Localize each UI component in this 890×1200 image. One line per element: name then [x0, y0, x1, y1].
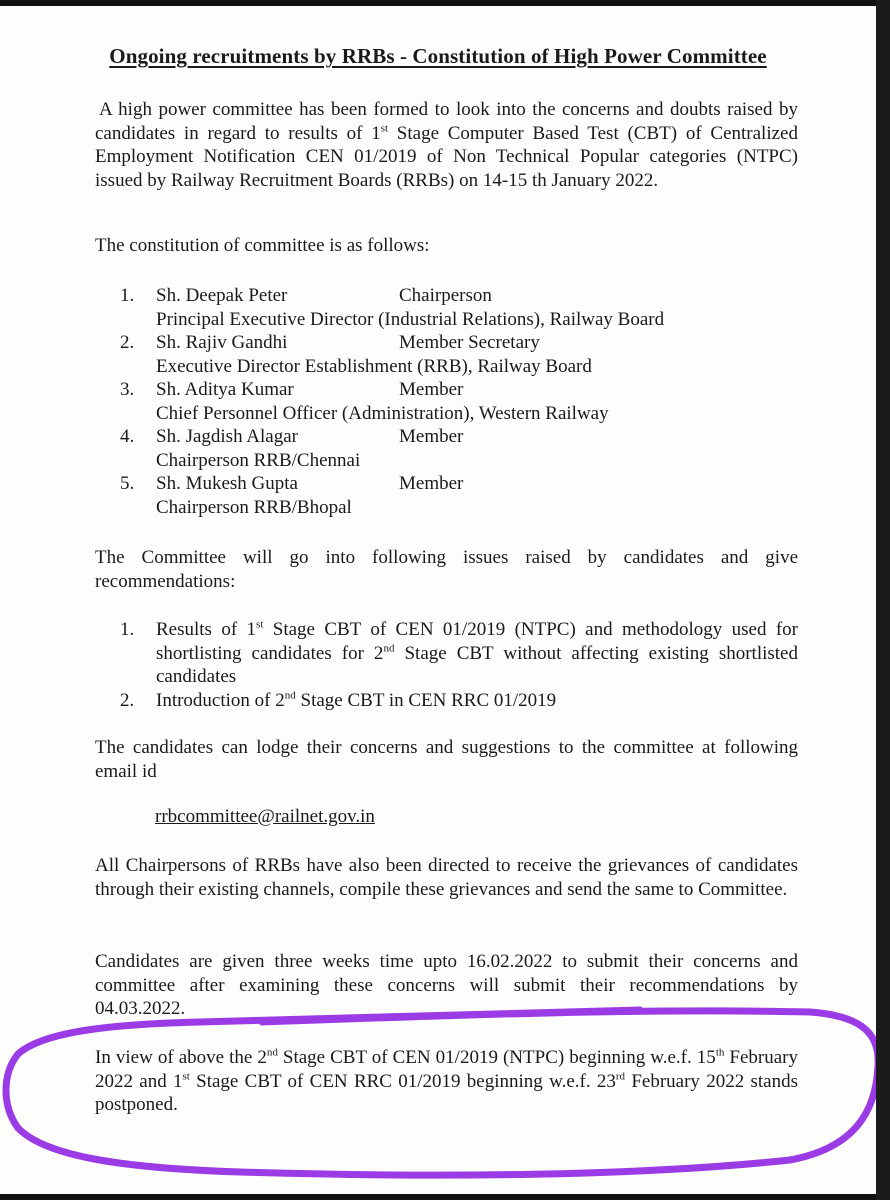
- member-name: Sh. Aditya Kumar: [156, 379, 294, 400]
- member-designation: Executive Director Establishment (RRB), Railway Board: [156, 355, 592, 377]
- committee-member: 2. Sh. Rajiv Gandhi Member Secretary Executive Director Establishment (RRB), Railway Board: [120, 331, 800, 378]
- member-name: Sh. Jagdish Alagar: [156, 426, 298, 447]
- issues-intro: The Committee will go into following issues raised by candidates and give recommendations:: [95, 547, 798, 592]
- member-designation: Chairperson RRB/Chennai: [156, 449, 361, 471]
- member-name: Sh. Mukesh Gupta: [156, 473, 298, 494]
- member-designation: Chairperson RRB/Bhopal: [156, 496, 352, 518]
- timeline-paragraph: Candidates are given three weeks time upto 16.02.2022 to submit their concerns and committee after examining these concerns will submit their recommendations by 04.03.2022.: [95, 951, 798, 1019]
- committee-member: 5. Sh. Mukesh Gupta Member Chairperson RRB/Bhopal: [120, 472, 800, 519]
- member-designation: Principal Executive Director (Industrial Relations), Railway Board: [156, 308, 665, 330]
- member-role: Member: [399, 426, 464, 447]
- committee-email-link[interactable]: rrbcommittee@railnet.gov.in: [155, 806, 375, 827]
- member-designation: Chief Personnel Officer (Administration), Western Railway: [156, 402, 609, 424]
- postponement-paragraph: In view of above the 2nd Stage CBT of CEN 01/2019 (NTPC) beginning w.e.f. 15th February 2022 and 1st Stage CBT of CEN RRC 01/2019 beginning w.e.f. 23rd February 2022 stands postponed.: [95, 1046, 798, 1115]
- committee-member: 3. Sh. Aditya Kumar Member Chief Personnel Officer (Administration), Western Railway: [120, 378, 800, 425]
- committee-member-list: [120, 284, 800, 519]
- document-page: [0, 6, 876, 1194]
- document-title: Ongoing recruitments by RRBs - Constitution of High Power Committee: [109, 44, 767, 68]
- issue-item: 2. Introduction of 2nd Stage CBT in CEN RRC 01/2019: [120, 689, 557, 711]
- photo-edge-shadow: [876, 0, 890, 1200]
- intro-paragraph: A high power committee has been formed to look into the concerns and doubts raised by candidates in regard to results of 1st Stage Computer Based Test (CBT) of Centralized Employment Notification CEN 01/2019 of Non Technical Popular categories (NTPC) issued by Railway Recruitment Boards (RRBs) on 14-15 th January 2022.: [95, 99, 798, 191]
- issues-list: [120, 618, 800, 712]
- member-name: Sh. Deepak Peter: [156, 285, 288, 306]
- constitution-heading: The constitution of committee is as follows:: [95, 235, 430, 256]
- member-role: Member: [399, 473, 464, 494]
- lodge-concerns-paragraph: The candidates can lodge their concerns and suggestions to the committee at following email id: [95, 737, 798, 782]
- member-role: Member Secretary: [399, 332, 540, 353]
- issue-item: 1. Results of 1st Stage CBT of CEN 01/2019 (NTPC) and methodology used for shortlisting candidates for 2nd Stage CBT without affecting existing shortlisted candidates: [120, 618, 798, 687]
- member-role: Chairperson: [399, 285, 492, 306]
- member-name: Sh. Rajiv Gandhi: [156, 332, 288, 353]
- committee-member: 1. Sh. Deepak Peter Chairperson Principal Executive Director (Industrial Relations), Railway Board: [120, 284, 800, 331]
- chairpersons-paragraph: All Chairpersons of RRBs have also been directed to receive the grievances of candidates through their existing channels, compile these grievances and send the same to Committee.: [95, 855, 798, 900]
- member-role: Member: [399, 379, 464, 400]
- committee-member: 4. Sh. Jagdish Alagar Member Chairperson RRB/Chennai: [120, 425, 800, 472]
